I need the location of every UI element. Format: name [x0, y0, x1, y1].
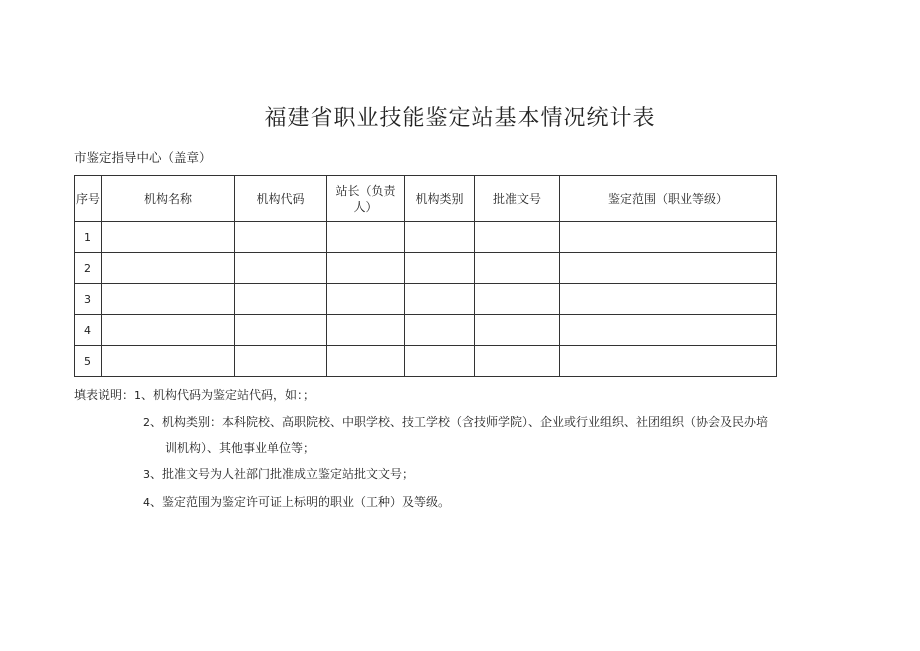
issuer-label: 市鉴定指导中心（盖章）	[74, 150, 212, 165]
instruction-number: 3	[143, 468, 150, 481]
header-approval-number: 批准文号	[475, 176, 560, 222]
org-category-cell[interactable]	[405, 222, 475, 253]
appraisal-scope-cell[interactable]	[560, 315, 777, 346]
approval-number-cell[interactable]	[475, 253, 560, 284]
appraisal-scope-cell[interactable]	[560, 284, 777, 315]
org-category-cell[interactable]	[405, 284, 475, 315]
org-name-cell[interactable]	[102, 346, 235, 377]
appraisal-scope-cell[interactable]	[560, 253, 777, 284]
header-station-head: 站长（负责人）	[327, 176, 405, 222]
org-code-cell[interactable]	[235, 222, 327, 253]
instruction-text: 、鉴定范围为鉴定许可证上标明的职业（工种）及等级。	[150, 495, 451, 509]
instruction-text: 、机构代码为鉴定站代码，如：；	[141, 388, 316, 402]
header-org-name: 机构名称	[102, 176, 235, 222]
org-code-cell[interactable]	[235, 346, 327, 377]
org-category-cell[interactable]	[405, 253, 475, 284]
org-code-cell[interactable]	[235, 315, 327, 346]
station-head-cell[interactable]	[327, 253, 405, 284]
approval-number-cell[interactable]	[475, 346, 560, 377]
org-category-cell[interactable]	[405, 315, 475, 346]
org-code-cell[interactable]	[235, 284, 327, 315]
station-head-cell[interactable]	[327, 346, 405, 377]
instructions-lead: 填表说明：	[74, 388, 135, 402]
station-head-cell[interactable]	[327, 222, 405, 253]
header-org-category: 机构类别	[405, 176, 475, 222]
instruction-text: 、机构类别：本科院校、高职院校、中职学校、技工学校（含技师学院）、企业或行业组织、社团组织（协会及民办培	[150, 415, 769, 429]
header-org-code: 机构代码	[235, 176, 327, 222]
header-appraisal-scope: 鉴定范围（职业等级）	[560, 176, 777, 222]
table-row	[75, 253, 777, 284]
row-number: 1	[75, 222, 102, 253]
instruction-item-3	[143, 465, 414, 482]
org-name-cell[interactable]	[102, 315, 235, 346]
table-row	[75, 315, 777, 346]
instruction-item-1	[74, 386, 315, 403]
row-number: 5	[75, 346, 102, 377]
appraisal-scope-cell[interactable]	[560, 222, 777, 253]
station-head-cell[interactable]	[327, 284, 405, 315]
approval-number-cell[interactable]	[475, 315, 560, 346]
statistics-table	[74, 175, 777, 377]
instruction-number: 2	[143, 416, 150, 429]
table-row	[75, 284, 777, 315]
table-header-row	[75, 176, 777, 222]
table-row	[75, 346, 777, 377]
appraisal-scope-cell[interactable]	[560, 346, 777, 377]
instruction-text: 、批准文号为人社部门批准成立鉴定站批文文号；	[150, 467, 415, 481]
instruction-item-2	[143, 413, 768, 430]
org-category-cell[interactable]	[405, 346, 475, 377]
table-row	[75, 222, 777, 253]
instruction-item-2-continuation: 训机构）、其他事业单位等；	[165, 441, 316, 455]
approval-number-cell[interactable]	[475, 284, 560, 315]
org-name-cell[interactable]	[102, 284, 235, 315]
org-code-cell[interactable]	[235, 253, 327, 284]
org-name-cell[interactable]	[102, 253, 235, 284]
instruction-number: 1	[134, 389, 142, 402]
station-head-cell[interactable]	[327, 315, 405, 346]
approval-number-cell[interactable]	[475, 222, 560, 253]
instruction-number: 4	[143, 496, 150, 509]
row-number: 3	[75, 284, 102, 315]
header-serial-number: 序号	[75, 176, 102, 222]
row-number: 2	[75, 253, 102, 284]
org-name-cell[interactable]	[102, 222, 235, 253]
row-number: 4	[75, 315, 102, 346]
page-title: 福建省职业技能鉴定站基本情况统计表	[264, 106, 656, 131]
instruction-item-4	[143, 493, 450, 510]
